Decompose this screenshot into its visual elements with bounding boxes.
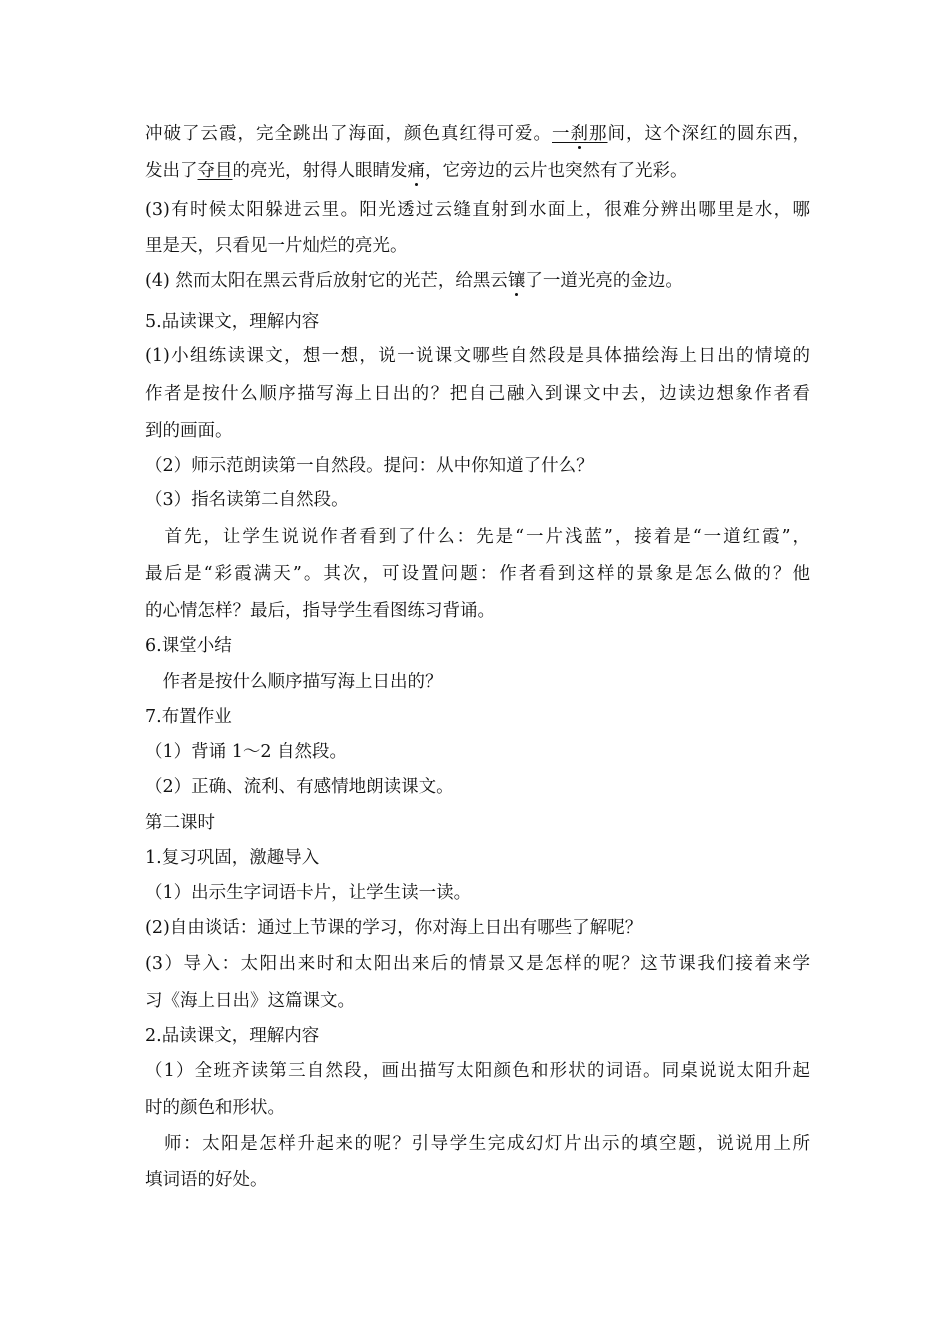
paragraph-line: （1）全班齐读第三自然段，画出描写太阳颜色和形状的词语。同桌说说太阳升起 — [145, 1061, 810, 1081]
list-item: （2）正确、流利、有感情地朗读课文。 — [145, 777, 454, 797]
text-run: 了一道光亮的金边。 — [525, 271, 683, 291]
list-item: （1）背诵 1～2 自然段。 — [145, 742, 348, 762]
dotted-character: 刹 — [570, 124, 589, 144]
list-item: （2）师示范朗读第一自然段。提问：从中你知道了什么？ — [145, 456, 594, 476]
section-heading: 6.课堂小结 — [145, 636, 232, 656]
section-heading: 2.品读课文，理解内容 — [145, 1026, 320, 1046]
paragraph-line — [145, 123, 810, 145]
text-run: 冲破了云霞，完全跳出了海面，颜色真红得可爱。 — [145, 124, 552, 144]
list-item: (2)自由谈话：通过上节课的学习，你对海上日出有哪些了解呢？ — [145, 918, 643, 938]
paragraph-line: 首先，让学生说说作者看到了什么：先是“一片浅蓝”，接着是“一道红霞”， — [145, 527, 810, 547]
paragraph-line: (3）导入：太阳出来时和太阳出来后的情景又是怎样的呢？这节课我们接着来学 — [145, 954, 810, 974]
paragraph-line: 作者是按什么顺序描写海上日出的？把自己融入到课文中去，边读边想象作者看 — [145, 384, 810, 404]
dotted-character: 痛 — [407, 161, 425, 181]
paragraph-line: (1)小组练读课文，想一想，说一说课文哪些自然段是具体描绘海上日出的情境的 — [145, 346, 810, 366]
paragraph-line: 习《海上日出》这篇课文。 — [145, 991, 355, 1011]
section-heading: 7.布置作业 — [145, 707, 232, 727]
text-run: 间，这个深红的圆东西， — [607, 124, 810, 144]
paragraph-line — [145, 270, 810, 292]
paragraph-line: 作者是按什么顺序描写海上日出的？ — [145, 672, 443, 692]
list-item: （1）出示生字词语卡片，让学生读一读。 — [145, 883, 472, 903]
paragraph-line — [145, 160, 810, 182]
text-run: 那 — [589, 124, 608, 144]
paragraph-line: 师：太阳是怎样升起来的呢？引导学生完成幻灯片出示的填空题，说说用上所 — [145, 1134, 810, 1154]
lesson-heading: 第二课时 — [145, 813, 215, 833]
underlined-word — [552, 124, 608, 144]
text-run: ，它旁边的云片也突然有了光彩。 — [425, 161, 688, 181]
text-run: 的亮光，射得人眼睛发 — [232, 161, 408, 181]
paragraph-line: 的心情怎样？最后，指导学生看图练习背诵。 — [145, 601, 495, 621]
list-item: （3）指名读第二自然段。 — [145, 490, 349, 510]
paragraph-line: 时的颜色和形状。 — [145, 1098, 285, 1118]
paragraph-line: 最后是“彩霞满天”。其次，可设置问题：作者看到这样的景象是怎么做的？他 — [145, 564, 810, 584]
text-run: (4) 然而太阳在黑云背后放射它的光芒，给黑云 — [145, 271, 508, 291]
paragraph-line: 到的画面。 — [145, 421, 233, 441]
section-heading: 5.品读课文，理解内容 — [145, 312, 320, 332]
paragraph-line: (3)有时候太阳躲进云里。阳光透过云缝直射到水面上，很难分辨出哪里是水，哪 — [145, 200, 810, 220]
paragraph-line: 里是天，只看见一片灿烂的亮光。 — [145, 236, 408, 256]
text-run: 发出了 — [145, 161, 198, 181]
dotted-character: 镶 — [507, 271, 526, 291]
paragraph-line: 填词语的好处。 — [145, 1170, 268, 1190]
text-run: 一 — [552, 124, 571, 144]
underlined-word: 夺目 — [197, 161, 233, 181]
section-heading: 1.复习巩固，激趣导入 — [145, 848, 320, 868]
